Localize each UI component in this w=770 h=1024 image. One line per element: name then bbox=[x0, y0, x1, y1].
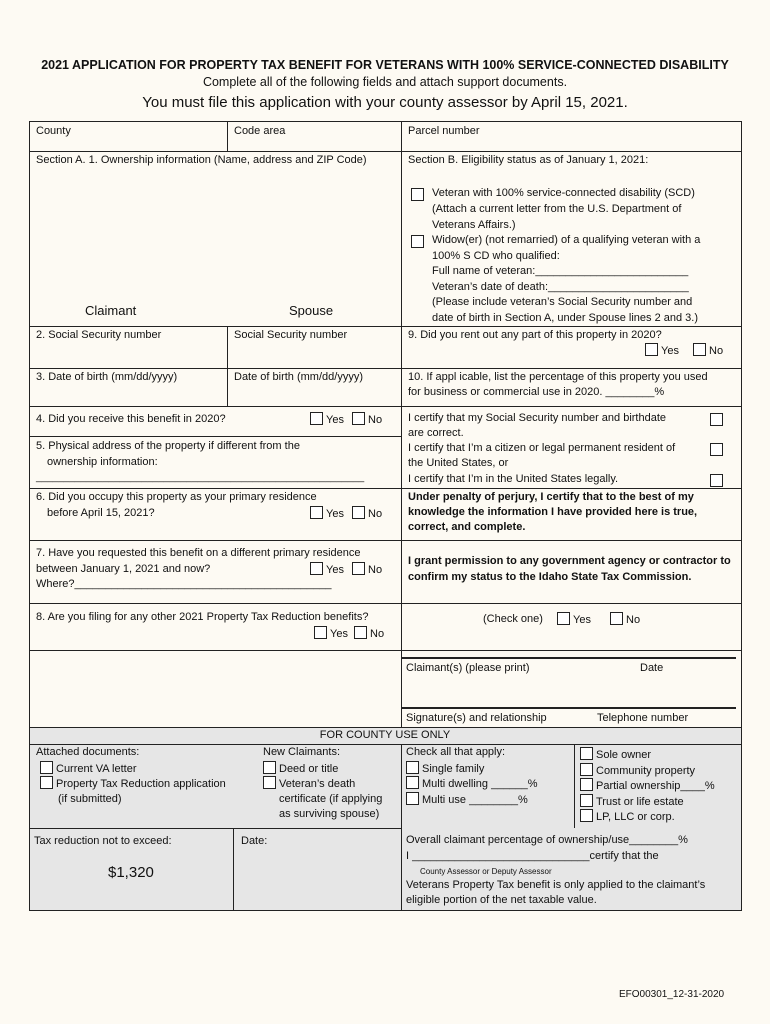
occupancy-yes-option[interactable]: Yes bbox=[310, 506, 344, 522]
multi-dwelling-option[interactable]: Multi dwelling ______% bbox=[406, 776, 538, 792]
claimant-dob-field[interactable]: 3. Date of birth (mm/dd/yyyy) bbox=[36, 371, 178, 383]
certify-legal-text: I certify that I’m in the United States legally. bbox=[408, 473, 619, 485]
benefit-note: eligible portion of the net taxable value. bbox=[406, 894, 597, 906]
physical-address-question: 5. Physical address of the property if different from the bbox=[36, 440, 300, 452]
sole-owner-option[interactable]: Sole owner bbox=[580, 747, 651, 763]
other-benefits-yes-checkbox[interactable] bbox=[314, 626, 327, 639]
benefit-note: Veterans Property Tax benefit is only applied to the claimant’s bbox=[406, 879, 706, 891]
other-residence-question: between January 1, 2021 and now? bbox=[36, 563, 211, 575]
reduction-application-option[interactable]: Property Tax Reduction application bbox=[40, 776, 226, 792]
prior-benefit-question: 4. Did you receive this benefit in 2020? bbox=[36, 413, 226, 425]
county-field[interactable]: County bbox=[36, 125, 71, 137]
new-claimants-label: New Claimants: bbox=[263, 746, 341, 758]
community-property-checkbox[interactable] bbox=[580, 763, 593, 776]
community-property-option[interactable]: Community property bbox=[580, 763, 695, 779]
certify-ssn-checkbox[interactable] bbox=[710, 413, 723, 426]
death-certificate-note: as surviving spouse) bbox=[279, 808, 380, 820]
code-area-field[interactable]: Code area bbox=[234, 125, 286, 137]
other-residence-yes-checkbox[interactable] bbox=[310, 562, 323, 575]
scd-veteran-option: Veteran with 100% service-connected disability (SCD) bbox=[432, 187, 695, 199]
single-family-option[interactable]: Single family bbox=[406, 761, 484, 777]
widow-option: 100% S CD who qualified: bbox=[432, 250, 560, 262]
veteran-death-date-field[interactable]: Veteran’s date of death:_______________________ bbox=[432, 281, 689, 293]
rent-no-checkbox[interactable] bbox=[693, 343, 706, 356]
form-id: EFO00301_12-31-2020 bbox=[619, 989, 725, 1000]
filing-deadline: You must file this application with your county assessor by April 15, 2021. bbox=[142, 94, 628, 111]
occupancy-no-option[interactable]: No bbox=[352, 506, 382, 522]
claimant-ssn-field[interactable]: 2. Social Security number bbox=[36, 329, 162, 341]
grant-permission-text: confirm my status to the Idaho State Tax Commission. bbox=[408, 571, 692, 583]
widow-note: (Please include veteran’s Social Security number and bbox=[432, 296, 693, 308]
attached-documents-label: Attached documents: bbox=[36, 746, 140, 758]
other-residence-no-checkbox[interactable] bbox=[352, 562, 365, 575]
physical-address-question: ownership information: bbox=[47, 456, 158, 468]
other-benefits-no-checkbox[interactable] bbox=[354, 626, 367, 639]
grant-yes-option[interactable]: Yes bbox=[557, 612, 591, 628]
check-one-label: (Check one) bbox=[483, 613, 543, 625]
form-title: 2021 APPLICATION FOR PROPERTY TAX BENEFIT FOR VETERANS WITH 100% SERVICE-CONNECTED DISABILITY bbox=[41, 58, 729, 72]
llc-option[interactable]: LP, LLC or corp. bbox=[580, 809, 675, 825]
widow-option: Widow(er) (not remarried) of a qualifying veteran with a bbox=[432, 234, 701, 246]
sole-owner-checkbox[interactable] bbox=[580, 747, 593, 760]
prior-benefit-yes-checkbox[interactable] bbox=[310, 412, 323, 425]
other-residence-question: 7. Have you requested this benefit on a different primary residence bbox=[36, 547, 361, 559]
other-residence-no-option[interactable]: No bbox=[352, 562, 382, 578]
assessor-certify-field[interactable]: I _____________________________certify that the bbox=[406, 850, 659, 862]
deed-option[interactable]: Deed or title bbox=[263, 761, 338, 777]
telephone-label: Telephone number bbox=[597, 712, 689, 724]
grant-no-checkbox[interactable] bbox=[610, 612, 623, 625]
occupancy-question: 6. Did you occupy this property as your primary residence bbox=[36, 491, 317, 503]
va-letter-checkbox[interactable] bbox=[40, 761, 53, 774]
va-letter-option[interactable]: Current VA letter bbox=[40, 761, 137, 777]
tax-reduction-label: Tax reduction not to exceed: bbox=[34, 835, 172, 847]
certify-citizen-text: I certify that I’m a citizen or legal permanent resident of bbox=[408, 442, 676, 454]
reduction-application-checkbox[interactable] bbox=[40, 776, 53, 789]
rent-question: 9. Did you rent out any part of this property in 2020? bbox=[408, 329, 662, 341]
perjury-statement: Under penalty of perjury, I certify that to the best of my bbox=[408, 491, 694, 503]
rent-yes-checkbox[interactable] bbox=[645, 343, 658, 356]
spouse-ssn-field[interactable]: Social Security number bbox=[234, 329, 348, 341]
section-b-label: Section B. Eligibility status as of January 1, 2021: bbox=[408, 154, 649, 166]
certify-citizen-checkbox[interactable] bbox=[710, 443, 723, 456]
multi-use-option[interactable]: Multi use ________% bbox=[406, 792, 528, 808]
multi-dwelling-checkbox[interactable] bbox=[406, 776, 419, 789]
other-benefits-no-option[interactable]: No bbox=[354, 626, 384, 642]
occupancy-yes-checkbox[interactable] bbox=[310, 506, 323, 519]
certify-ssn-text: are correct. bbox=[408, 427, 464, 439]
section-a-label: Section A. 1. Ownership information (Name, address and ZIP Code) bbox=[36, 154, 367, 166]
reduction-application-note: (if submitted) bbox=[58, 793, 122, 805]
multi-use-checkbox[interactable] bbox=[406, 792, 419, 805]
occupancy-no-checkbox[interactable] bbox=[352, 506, 365, 519]
assessor-caption: County Assessor or Deputy Assessor bbox=[420, 867, 552, 876]
signature-label: Signature(s) and relationship bbox=[406, 712, 547, 724]
sign-date-label: Date bbox=[640, 662, 664, 674]
business-use-question: 10. If appl icable, list the percentage of this property you used bbox=[408, 371, 708, 383]
death-certificate-checkbox[interactable] bbox=[263, 776, 276, 789]
claimant-print-label: Claimant(s) (please print) bbox=[406, 662, 530, 674]
scd-veteran-note: (Attach a current letter from the U.S. Department of bbox=[432, 203, 682, 215]
deed-checkbox[interactable] bbox=[263, 761, 276, 774]
other-residence-yes-option[interactable]: Yes bbox=[310, 562, 344, 578]
parcel-number-field[interactable]: Parcel number bbox=[408, 125, 480, 137]
county-date-field[interactable]: Date: bbox=[241, 835, 268, 847]
claimant-column-label: Claimant bbox=[85, 303, 137, 318]
other-benefits-yes-option[interactable]: Yes bbox=[314, 626, 348, 642]
scd-veteran-note: Veterans Affairs.) bbox=[432, 219, 516, 231]
prior-benefit-no-checkbox[interactable] bbox=[352, 412, 365, 425]
physical-address-field[interactable]: ___________________________________________________________ bbox=[36, 472, 365, 483]
grant-yes-checkbox[interactable] bbox=[557, 612, 570, 625]
perjury-statement: correct, and complete. bbox=[408, 521, 526, 533]
trust-checkbox[interactable] bbox=[580, 794, 593, 807]
certify-legal-checkbox[interactable] bbox=[710, 474, 723, 487]
death-certificate-note: certificate (if applying bbox=[279, 793, 383, 805]
check-all-label: Check all that apply: bbox=[406, 746, 506, 758]
single-family-checkbox[interactable] bbox=[406, 761, 419, 774]
grant-permission-text: I grant permission to any government agency or contractor to bbox=[408, 555, 731, 567]
certify-citizen-text: the United States, or bbox=[408, 457, 509, 469]
certify-ssn-text: I certify that my Social Security number and birthdate bbox=[408, 412, 667, 424]
rent-yes-option[interactable]: Yes bbox=[645, 343, 679, 359]
county-use-header: FOR COUNTY USE ONLY bbox=[319, 729, 451, 741]
business-use-percent-field[interactable]: for business or commercial use in 2020. ________% bbox=[408, 386, 665, 398]
occupancy-question: before April 15, 2021? bbox=[47, 507, 155, 519]
tax-reduction-amount: $1,320 bbox=[108, 864, 154, 881]
overall-percentage-field[interactable]: Overall claimant percentage of ownership/use________% bbox=[406, 834, 688, 846]
spouse-column-label: Spouse bbox=[289, 303, 334, 318]
death-certificate-option[interactable]: Veteran’s death bbox=[263, 776, 355, 792]
widow-note: date of birth in Section A, under Spouse lines 2 and 3.) bbox=[432, 312, 699, 324]
widow-checkbox[interactable] bbox=[411, 235, 424, 248]
prior-benefit-no-option[interactable]: No bbox=[352, 412, 382, 428]
llc-checkbox[interactable] bbox=[580, 809, 593, 822]
veteran-name-field[interactable]: Full name of veteran:_________________________ bbox=[432, 265, 689, 277]
grant-no-option[interactable]: No bbox=[610, 612, 640, 628]
trust-option[interactable]: Trust or life estate bbox=[580, 794, 684, 810]
other-benefits-question: 8. Are you filing for any other 2021 Property Tax Reduction benefits? bbox=[36, 611, 369, 623]
rent-no-option[interactable]: No bbox=[693, 343, 723, 359]
partial-ownership-option[interactable]: Partial ownership____% bbox=[580, 778, 715, 794]
spouse-dob-field[interactable]: Date of birth (mm/dd/yyyy) bbox=[234, 371, 363, 383]
partial-ownership-checkbox[interactable] bbox=[580, 778, 593, 791]
perjury-statement: knowledge the information I have provided here is true, bbox=[408, 506, 698, 518]
scd-veteran-checkbox[interactable] bbox=[411, 188, 424, 201]
other-residence-where-field[interactable]: Where?__________________________________________ bbox=[36, 578, 332, 590]
form-subtitle: Complete all of the following fields and attach support documents. bbox=[202, 75, 568, 89]
prior-benefit-yes-option[interactable]: Yes bbox=[310, 412, 344, 428]
